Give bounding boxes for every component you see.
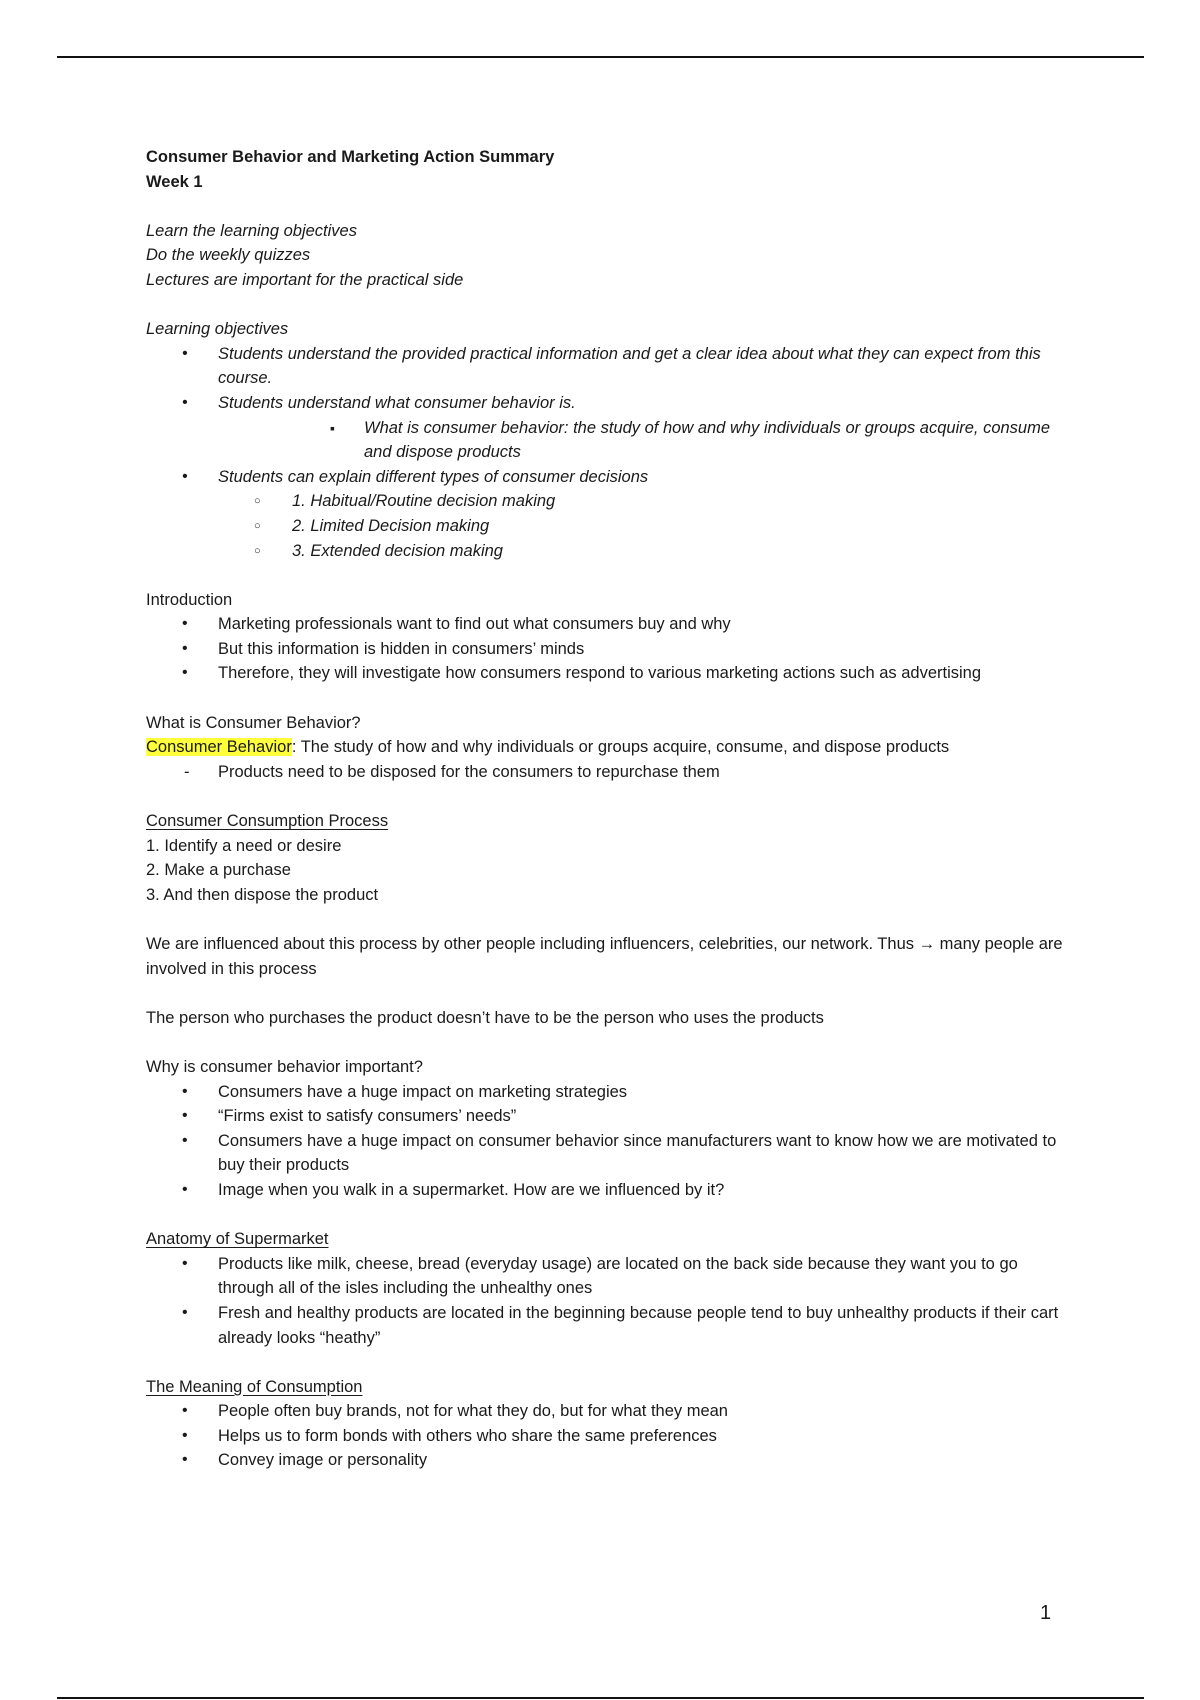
footer-rule	[57, 1697, 1144, 1699]
list-item: ○ 3. Extended decision making	[146, 539, 1076, 564]
header-rule	[57, 56, 1144, 58]
list-item: • “Firms exist to satisfy consumers’ needs”	[146, 1104, 1076, 1129]
list-item: ○ 1. Habitual/Routine decision making	[146, 489, 1076, 514]
consumption-process-heading: Consumer Consumption Process	[146, 812, 389, 831]
list-item: • Helps us to form bonds with others who share the same preferences	[146, 1424, 1076, 1449]
definition-text: : The study of how and why individuals or groups acquire, consume, and dispose products	[291, 738, 950, 757]
what-is-heading: What is Consumer Behavior?	[146, 713, 361, 732]
list-item: • Marketing professionals want to find out what consumers buy and why	[146, 612, 1076, 637]
list-item: - Products need to be disposed for the consumers to repurchase them	[146, 760, 1076, 785]
introduction-list	[146, 612, 1076, 686]
purchaser-paragraph: The person who purchases the product doesn’t have to be the person who uses the products	[146, 1008, 824, 1027]
supermarket-heading: Anatomy of Supermarket	[146, 1230, 329, 1249]
list-item: • Therefore, they will investigate how consumers respond to various marketing actions such as advertising	[146, 661, 1076, 686]
meaning-heading: The Meaning of Consumption	[146, 1377, 363, 1396]
list-item: • Students understand what consumer behavior is.	[146, 391, 1076, 416]
list-item: • Consumers have a huge impact on marketing strategies	[146, 1080, 1076, 1105]
list-item: • People often buy brands, not for what they do, but for what they mean	[146, 1399, 1076, 1424]
list-item: • Convey image or personality	[146, 1448, 1076, 1473]
list-item: • Students can explain different types of consumer decisions	[146, 465, 1076, 490]
page-number: 1	[1040, 1602, 1052, 1624]
introduction-heading: Introduction	[146, 590, 233, 609]
supermarket-list	[146, 1252, 1076, 1350]
list-item: • Products like milk, cheese, bread (everyday usage) are located on the back side because they want you to go through all of the isles including the unhealthy ones	[146, 1252, 1076, 1301]
intro-note: Learn the learning objectives	[146, 221, 357, 240]
week-label: Week 1	[146, 172, 203, 191]
highlighted-term: Consumer Behavior	[146, 738, 292, 757]
process-step: 1. Identify a need or desire	[146, 836, 342, 855]
list-item: • Fresh and healthy products are located in the beginning because people tend to buy unhealthy products if their cart already looks “heathy”	[146, 1301, 1076, 1350]
intro-note: Do the weekly quizzes	[146, 246, 311, 265]
process-step: 3. And then dispose the product	[146, 885, 379, 904]
learning-objectives-heading: Learning objectives	[146, 320, 289, 339]
why-important-heading: Why is consumer behavior important?	[146, 1057, 423, 1076]
learning-objectives-list	[146, 342, 1076, 563]
why-important-list	[146, 1080, 1076, 1203]
list-item: • Image when you walk in a supermarket. How are we influenced by it?	[146, 1178, 1076, 1203]
list-item: • Consumers have a huge impact on consumer behavior since manufacturers want to know how we are motivated to buy their products	[146, 1129, 1076, 1178]
list-item: • But this information is hidden in consumers’ minds	[146, 637, 1076, 662]
list-item: ▪ What is consumer behavior: the study of how and why individuals or groups acquire, consume and dispose products	[146, 416, 1076, 465]
document-body	[146, 145, 1076, 1473]
influence-paragraph: We are influenced about this process by other people including influencers, celebrities, our network. Thus → many people are involved in this process	[146, 935, 1063, 978]
document-title: Consumer Behavior and Marketing Action Summary	[146, 148, 555, 166]
definition-sublist	[146, 760, 1076, 785]
intro-note: Lectures are important for the practical side	[146, 270, 464, 289]
process-step: 2. Make a purchase	[146, 861, 291, 880]
meaning-list	[146, 1399, 1076, 1473]
list-item: • Students understand the provided practical information and get a clear idea about what they can expect from this course.	[146, 342, 1076, 391]
definition-line	[146, 735, 1076, 760]
list-item: ○ 2. Limited Decision making	[146, 514, 1076, 539]
